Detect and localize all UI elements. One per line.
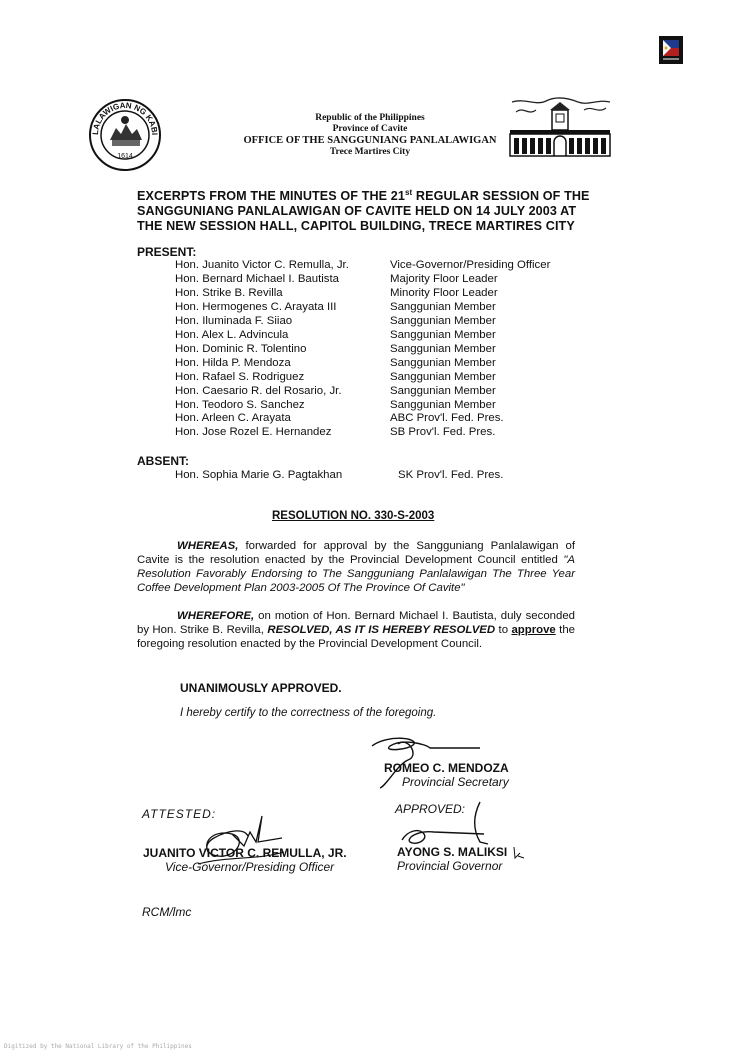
seal-year: 1614 (117, 153, 133, 160)
wherefore-paragraph (137, 609, 575, 651)
header-city: Trece Martires City (329, 147, 411, 157)
present-member-name: Hon. Arleen C. Arayata (175, 412, 291, 424)
present-member-role: Sanggunian Member (390, 343, 496, 355)
whereas-label: WHEREAS, (177, 540, 239, 552)
present-member-name: Hon. Teodoro S. Sanchez (175, 399, 305, 411)
secretary-title: Provincial Secretary (402, 775, 509, 789)
footer-watermark: Digitized by the National Library of the Philippines (4, 1043, 192, 1050)
header-province: Province of Cavite (332, 124, 408, 134)
absent-member-name: Hon. Sophia Marie G. Pagtakhan (175, 469, 343, 481)
present-member-role: Sanggunian Member (390, 385, 496, 397)
present-member-name: Hon. Juanito Victor C. Remulla, Jr. (175, 259, 349, 271)
wherefore-label: WHEREFORE, (177, 610, 255, 622)
governor-title: Provincial Governor (397, 859, 503, 873)
excerpt-line-3: THE NEW SESSION HALL, CAPITOL BUILDING, TRECE MARTIRES CITY (137, 219, 575, 234)
resolution-title: RESOLUTION NO. 330-S-2003 (272, 510, 435, 522)
vice-governor-name: JUANITO VICTOR C. REMULLA, JR. (143, 846, 347, 860)
approved-label: APPROVED: (395, 802, 466, 816)
excerpt-line-1: EXCERPTS FROM THE MINUTES OF THE 21st REGULAR SESSION OF THE (137, 188, 590, 204)
header-office: OFFICE OF THE SANGGUNIANG PANLALAWIGAN (243, 135, 497, 146)
present-member-name: Hon. Iluminada F. Siiao (175, 315, 293, 327)
whereas-title: "A Resolution Favorably Endorsing to The Sangguniang Panlalawigan The Three Year Coffee Development Plan 2003-2005 Of The Province Of Cavite" (137, 554, 575, 594)
attested-label: ATTESTED: (142, 807, 217, 821)
present-member-name: Hon. Bernard Michael I. Bautista (175, 273, 339, 285)
flag-badge-icon (659, 36, 683, 64)
present-member-name: Hon. Hilda P. Mendoza (175, 357, 291, 369)
present-label: PRESENT: (137, 245, 197, 259)
present-member-name: Hon. Strike B. Revilla (175, 287, 283, 299)
excerpt-title (137, 185, 607, 234)
header-republic: Republic of the Philippines (315, 113, 425, 123)
unanimous-approved: UNANIMOUSLY APPROVED. (180, 681, 342, 695)
wherefore-text-1: on motion of Hon. Bernard Michael I. Bautista, duly seconded by Hon. Strike B. Revilla, (137, 610, 575, 636)
vice-governor-title: Vice-Governor/Presiding Officer (165, 860, 335, 874)
wherefore-text-2: the foregoing resolution enacted by the Provincial Development Council. (137, 624, 576, 650)
present-member-role: SB Prov'l. Fed. Pres. (390, 426, 496, 438)
present-member-role: Sanggunian Member (390, 329, 496, 341)
governor-name: AYONG S. MALIKSI (397, 845, 508, 859)
secretary-name: ROMEO C. MENDOZA (384, 761, 509, 775)
present-member-role: Sanggunian Member (390, 357, 496, 369)
present-member-role: Sanggunian Member (390, 371, 496, 383)
present-member-name: Hon. Caesario R. del Rosario, Jr. (175, 385, 342, 397)
present-member-role: Sanggunian Member (390, 301, 496, 313)
present-member-role: Minority Floor Leader (390, 287, 498, 299)
certification-text: I hereby certify to the correctness of the foregoing. (180, 707, 437, 719)
present-member-role: Vice-Governor/Presiding Officer (390, 259, 551, 271)
reference-initials: RCM/lmc (142, 905, 192, 919)
present-member-role: Sanggunian Member (390, 315, 496, 327)
approve-word: approve (511, 624, 556, 636)
present-member-name: Hon. Jose Rozel E. Hernandez (175, 426, 332, 438)
whereas-text: forwarded for approval by the Sangguniang Panlalawigan of Cavite is the resolution enacted by the Provincial Development Council entitled (137, 540, 575, 566)
whereas-paragraph (137, 539, 575, 595)
excerpt-line-2: SANGGUNIANG PANLALAWIGAN OF CAVITE HELD ON 14 JULY 2003 AT (137, 204, 577, 219)
present-member-role: Majority Floor Leader (390, 273, 498, 285)
present-member-name: Hon. Dominic R. Tolentino (175, 343, 307, 355)
present-member-name: Hon. Hermogenes C. Arayata III (175, 301, 337, 313)
absent-label: ABSENT: (137, 454, 190, 468)
to-word: to (495, 624, 512, 636)
present-member-name: Hon. Alex L. Advincula (175, 329, 289, 341)
present-member-role: Sanggunian Member (390, 399, 496, 411)
governor-initial-mark (512, 846, 526, 860)
seal-text-top: PALALAWIGAN NG KABITE (85, 91, 160, 136)
present-member-role: ABC Prov'l. Fed. Pres. (390, 412, 504, 424)
absent-member-role: SK Prov'l. Fed. Pres. (398, 469, 504, 481)
resolved-clause: RESOLVED, AS IT IS HEREBY RESOLVED (267, 624, 496, 636)
present-member-name: Hon. Rafael S. Rodriguez (175, 371, 305, 383)
